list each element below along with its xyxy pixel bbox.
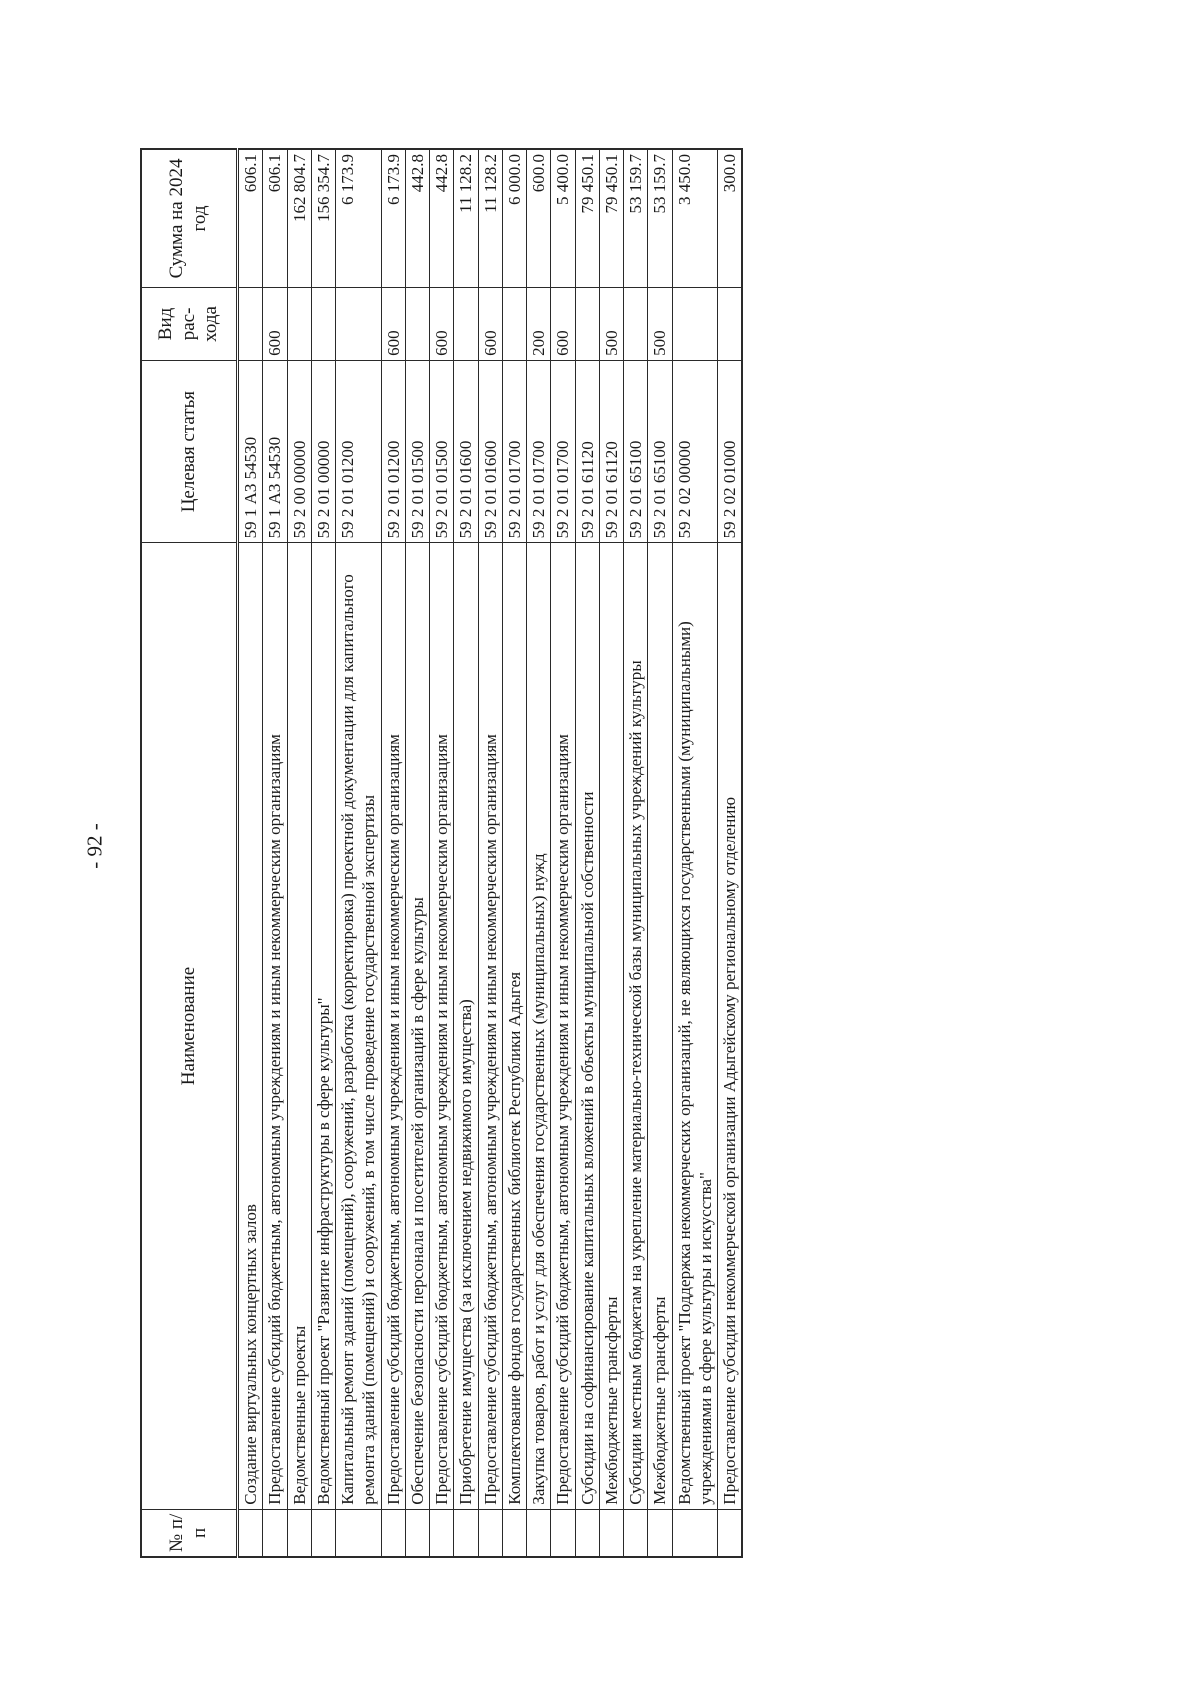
cell-vid [672, 287, 718, 360]
cell-vid [502, 287, 526, 360]
cell-name: Приобретение имущества (за исключением недвижимого имущества) [454, 543, 478, 1509]
cell-vid [575, 287, 599, 360]
cell-num [672, 1509, 718, 1557]
cell-num [287, 1509, 311, 1557]
table-row [502, 149, 526, 1557]
cell-code: 59 2 01 61120 [575, 360, 599, 542]
cell-vid: 600 [551, 287, 575, 360]
cell-num [648, 1509, 672, 1557]
page-number: - 92 - [82, 823, 107, 869]
cell-vid [336, 287, 382, 360]
budget-table [140, 148, 743, 1558]
cell-sum: 442.8 [430, 149, 454, 287]
cell-vid: 600 [478, 287, 502, 360]
cell-vid [624, 287, 648, 360]
cell-name: Капитальный ремонт зданий (помещений), сооружений, разработка (корректировка) проектной документации для капитального ремонта зданий (помещений) и сооружений, в том числе проведение государственной экспертизы [336, 543, 382, 1509]
header-vid: Вид рас- хода [141, 287, 238, 360]
table-row [599, 149, 623, 1557]
cell-sum: 5 400.0 [551, 149, 575, 287]
cell-name: Межбюджетные трансферты [599, 543, 623, 1509]
table-row [405, 149, 429, 1557]
cell-name: Предоставление субсидии некоммерческой организации Адыгейскому региональному отделению [718, 543, 743, 1509]
cell-num [599, 1509, 623, 1557]
cell-name: Предоставление субсидий бюджетным, автономным учреждениям и иным некоммерческим организациям [551, 543, 575, 1509]
cell-sum: 600.0 [527, 149, 551, 287]
cell-sum: 606.1 [263, 149, 287, 287]
cell-code: 59 2 01 01200 [336, 360, 382, 542]
cell-sum: 156 354.7 [311, 149, 335, 287]
cell-sum: 606.1 [238, 149, 263, 287]
table-container [140, 148, 1020, 1558]
table-row [718, 149, 743, 1557]
table-body [238, 149, 743, 1557]
cell-vid [405, 287, 429, 360]
table-row [238, 149, 263, 1557]
cell-vid [454, 287, 478, 360]
cell-sum: 79 450.1 [575, 149, 599, 287]
cell-name: Создание виртуальных концертных залов [238, 543, 263, 1509]
cell-vid: 500 [648, 287, 672, 360]
cell-vid: 600 [381, 287, 405, 360]
cell-name: Предоставление субсидий бюджетным, автономным учреждениям и иным некоммерческим организациям [478, 543, 502, 1509]
cell-name: Субсидии на софинансирование капитальных вложений в объекты муниципальной собственности [575, 543, 599, 1509]
cell-code: 59 2 01 01600 [454, 360, 478, 542]
table-row [551, 149, 575, 1557]
cell-sum: 3 450.0 [672, 149, 718, 287]
cell-code: 59 2 01 01600 [478, 360, 502, 542]
cell-sum: 11 128.2 [454, 149, 478, 287]
rotated-page-area [140, 148, 1020, 1558]
table-row [336, 149, 382, 1557]
cell-name: Комплектование фондов государственных библиотек Республики Адыгея [502, 543, 526, 1509]
header-name: Наименование [141, 543, 238, 1509]
cell-code: 59 2 02 00000 [672, 360, 718, 542]
cell-num [478, 1509, 502, 1557]
table-row [311, 149, 335, 1557]
cell-code: 59 2 02 01000 [718, 360, 743, 542]
cell-sum: 11 128.2 [478, 149, 502, 287]
cell-sum: 53 159.7 [624, 149, 648, 287]
cell-num [624, 1509, 648, 1557]
cell-sum: 53 159.7 [648, 149, 672, 287]
cell-vid: 600 [263, 287, 287, 360]
table-header-row [141, 149, 238, 1557]
cell-vid [238, 287, 263, 360]
cell-code: 59 2 01 65100 [648, 360, 672, 542]
table-row [478, 149, 502, 1557]
cell-vid: 600 [430, 287, 454, 360]
header-code: Целевая статья [141, 360, 238, 542]
cell-sum: 79 450.1 [599, 149, 623, 287]
cell-name: Ведомственные проекты [287, 543, 311, 1509]
cell-name: Субсидии местным бюджетам на укрепление материально-технической базы муниципальных учреждений культуры [624, 543, 648, 1509]
cell-code: 59 2 00 00000 [287, 360, 311, 542]
cell-num [238, 1509, 263, 1557]
cell-name: Предоставление субсидий бюджетным, автономным учреждениям и иным некоммерческим организациям [430, 543, 454, 1509]
table-row [527, 149, 551, 1557]
cell-code: 59 2 01 01700 [527, 360, 551, 542]
table-row [263, 149, 287, 1557]
cell-code: 59 2 01 01500 [405, 360, 429, 542]
table-row [672, 149, 718, 1557]
cell-sum: 162 804.7 [287, 149, 311, 287]
cell-sum: 6 173.9 [336, 149, 382, 287]
cell-num [430, 1509, 454, 1557]
cell-num [381, 1509, 405, 1557]
cell-num [575, 1509, 599, 1557]
cell-code: 59 2 01 01700 [551, 360, 575, 542]
cell-sum: 442.8 [405, 149, 429, 287]
table-row [287, 149, 311, 1557]
cell-name: Предоставление субсидий бюджетным, автономным учреждениям и иным некоммерческим организациям [381, 543, 405, 1509]
cell-code: 59 2 01 61120 [599, 360, 623, 542]
cell-sum: 6 173.9 [381, 149, 405, 287]
cell-code: 59 2 01 01500 [430, 360, 454, 542]
cell-code: 59 2 01 01200 [381, 360, 405, 542]
header-num: № п/п [141, 1509, 238, 1557]
cell-num [336, 1509, 382, 1557]
table-row [454, 149, 478, 1557]
cell-num [263, 1509, 287, 1557]
cell-vid: 500 [599, 287, 623, 360]
table-row [648, 149, 672, 1557]
table-row [381, 149, 405, 1557]
cell-sum: 6 000.0 [502, 149, 526, 287]
table-row [575, 149, 599, 1557]
cell-num [527, 1509, 551, 1557]
cell-name: Ведомственный проект "Поддержка некоммерческих организаций, не являющихся государственными (муниципальными) учреждениями в сфере культуры и искусства" [672, 543, 718, 1509]
cell-code: 59 1 А3 54530 [238, 360, 263, 542]
cell-code: 59 2 01 65100 [624, 360, 648, 542]
cell-name: Предоставление субсидий бюджетным, автономным учреждениям и иным некоммерческим организациям [263, 543, 287, 1509]
cell-num [502, 1509, 526, 1557]
cell-code: 59 1 А3 54530 [263, 360, 287, 542]
cell-vid [287, 287, 311, 360]
cell-name: Межбюджетные трансферты [648, 543, 672, 1509]
cell-vid [311, 287, 335, 360]
cell-num [718, 1509, 743, 1557]
cell-code: 59 2 01 01700 [502, 360, 526, 542]
cell-num [405, 1509, 429, 1557]
cell-vid: 200 [527, 287, 551, 360]
cell-name: Закупка товаров, работ и услуг для обеспечения государственных (муниципальных) нужд [527, 543, 551, 1509]
table-row [430, 149, 454, 1557]
cell-num [454, 1509, 478, 1557]
cell-num [551, 1509, 575, 1557]
table-row [624, 149, 648, 1557]
cell-sum: 300.0 [718, 149, 743, 287]
cell-name: Обеспечение безопасности персонала и посетителей организаций в сфере культуры [405, 543, 429, 1509]
cell-vid [718, 287, 743, 360]
cell-num [311, 1509, 335, 1557]
cell-code: 59 2 01 00000 [311, 360, 335, 542]
cell-name: Ведомственный проект "Развитие инфраструктуры в сфере культуры" [311, 543, 335, 1509]
header-sum: Сумма на 2024 год [141, 149, 238, 287]
